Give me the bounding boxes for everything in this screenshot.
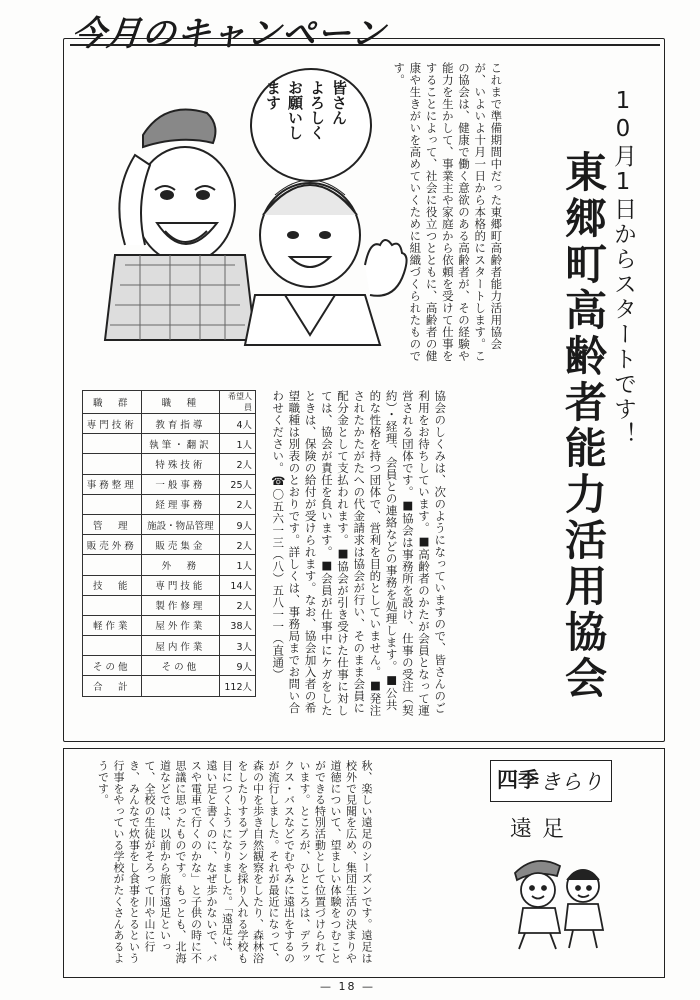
page-header-title: 今月のキャンペーン xyxy=(69,14,389,54)
table-cell-count: 3人 xyxy=(220,636,256,656)
table-header-count: 希望人員 xyxy=(220,391,256,414)
table-cell-count: 2人 xyxy=(220,595,256,615)
season-logo-accent: きらり xyxy=(540,770,603,794)
association-system-paragraph: 協会のしくみは、次のようになっていますので、皆さんのご利用をお待ちしています。■高齢者のかたが会員となって運営される団体です。■協会は事務所を設け、仕事の受注（契約）・経理、会員との連絡などの事務を処理します。■公共的な性格を持つ団体で、営利を目的としていません。■発注されたかたがたへの代金請求は協会が行い、そのまま会員に配分金として支払われます。■協会が引き受けた仕事に対しては、協会が責任を負います。■会員が仕事中にケガをしたときは、保険の給付が受けられます。なお、協会加入者の希望職種は別表のとおりです。詳しくは、事務局までお問い合わせください。☎〇五六一三（八）五八一一（直通） xyxy=(271,390,448,717)
table-cell-job: 施設・物品管理 xyxy=(141,514,220,534)
table-cell-category: 事務整理 xyxy=(83,474,142,494)
table-total-row xyxy=(83,676,256,696)
table-cell-job: 販売集金 xyxy=(141,535,220,555)
table-cell-category xyxy=(83,494,142,514)
table-row xyxy=(83,595,256,615)
table-cell-category xyxy=(83,434,142,454)
table-cell-job: 教育指導 xyxy=(141,414,220,434)
table-cell-category: 合 計 xyxy=(83,676,142,696)
table-cell-category xyxy=(83,636,142,656)
table-row xyxy=(83,615,256,635)
table-cell-count: 4人 xyxy=(220,414,256,434)
table-cell-job: 経理事務 xyxy=(141,494,220,514)
children-hiking-illustration xyxy=(505,848,615,953)
table-cell-category xyxy=(83,555,142,575)
table-row xyxy=(83,474,256,494)
table-cell-count: 9人 xyxy=(220,514,256,534)
table-row xyxy=(83,656,256,676)
table-cell-job: 一般事務 xyxy=(141,474,220,494)
table-cell-job: 屋内作業 xyxy=(141,636,220,656)
season-logo-label: 四季 xyxy=(497,767,539,792)
table-row xyxy=(83,494,256,514)
table-row xyxy=(83,514,256,534)
table-cell-job: その他 xyxy=(141,656,220,676)
table-cell-category: 販売外務 xyxy=(83,535,142,555)
table-cell-job xyxy=(141,676,220,696)
table-row xyxy=(83,575,256,595)
table-cell-category: その他 xyxy=(83,656,142,676)
table-cell-job: 特殊技術 xyxy=(141,454,220,474)
table-row xyxy=(83,414,256,434)
table-cell-job: 執筆・翻訳 xyxy=(141,434,220,454)
table-cell-count: 14人 xyxy=(220,575,256,595)
table-cell-count: 2人 xyxy=(220,494,256,514)
table-cell-category xyxy=(83,454,142,474)
table-row xyxy=(83,434,256,454)
table-header-category: 職 群 xyxy=(83,391,142,414)
table-cell-category: 軽作業 xyxy=(83,615,142,635)
table-cell-category: 専門技術 xyxy=(83,414,142,434)
table-cell-category: 技 能 xyxy=(83,575,142,595)
table-cell-count: 25人 xyxy=(220,474,256,494)
table-cell-category: 管 理 xyxy=(83,514,142,534)
table-cell-count: 1人 xyxy=(220,555,256,575)
page-number: — 18 — xyxy=(320,980,375,993)
table-cell-count: 9人 xyxy=(220,656,256,676)
table-row xyxy=(83,454,256,474)
season-column-title: 遠足 xyxy=(510,817,575,842)
table-cell-category xyxy=(83,595,142,615)
speech-bubble-text: 皆さん よろしく お願いし ます xyxy=(264,80,348,140)
table-cell-count: 2人 xyxy=(220,535,256,555)
table-cell-job: 製作修理 xyxy=(141,595,220,615)
table-cell-job: 屋外作業 xyxy=(141,615,220,635)
season-column-paragraph: 秋、楽しい遠足のシーズンです。遠足は校外で見聞を広め、集団生活の決まりや道徳について、望ましい体験をつむことができる特別活動として位置づけられています。ところが、ひところは、デラックス・バスなどでむやみに遠出をするのが流行しました。それが最近になって、森の中を歩き自然観察をしたり、森林浴をしたりするプランを採り入れる学校も目につくようになりました。「遠足は、遠い足と書くのに、なぜ歩かないで、バスや電車で行くのかな」と子供の時に不思議に思ったものです。もっとも、北海道などでは、以前から旅行遠足といって、全校の生徒がそろって川や山に行き、みんなで炊事をし食事をとるという行事をやっている学校がたくさんあるようです。 xyxy=(96,760,373,964)
table-header-job: 職 種 xyxy=(141,391,220,414)
table-cell-count: 38人 xyxy=(220,615,256,635)
table-cell-count: 1人 xyxy=(220,434,256,454)
table-cell-job: 専門技能 xyxy=(141,575,220,595)
intro-paragraph: これまで準備期間中だった東郷町高齢者能力活用協会が、いよいよ十月一日から本格的にスタートします。この協会は、健康で働く意欲のある高齢者が、その経験や能力を生かして、事業主や家庭から依頼を受けて仕事をすることによって、社会に役立つとともに、高齢者の健康や生きがいを高めていくために組織づくられたものです。 xyxy=(392,62,504,362)
table-header-row xyxy=(83,391,256,414)
table-row xyxy=(83,636,256,656)
table-cell-count: 112人 xyxy=(220,676,256,696)
table-row xyxy=(83,535,256,555)
headline-start-date: 10月1日からスタートです！ xyxy=(610,88,636,447)
desired-job-table xyxy=(82,390,256,697)
table-cell-job: 外 務 xyxy=(141,555,220,575)
headline-association-name: 東郷町高齢者能力活用協会 xyxy=(559,150,608,702)
table-cell-count: 2人 xyxy=(220,454,256,474)
table-row xyxy=(83,555,256,575)
